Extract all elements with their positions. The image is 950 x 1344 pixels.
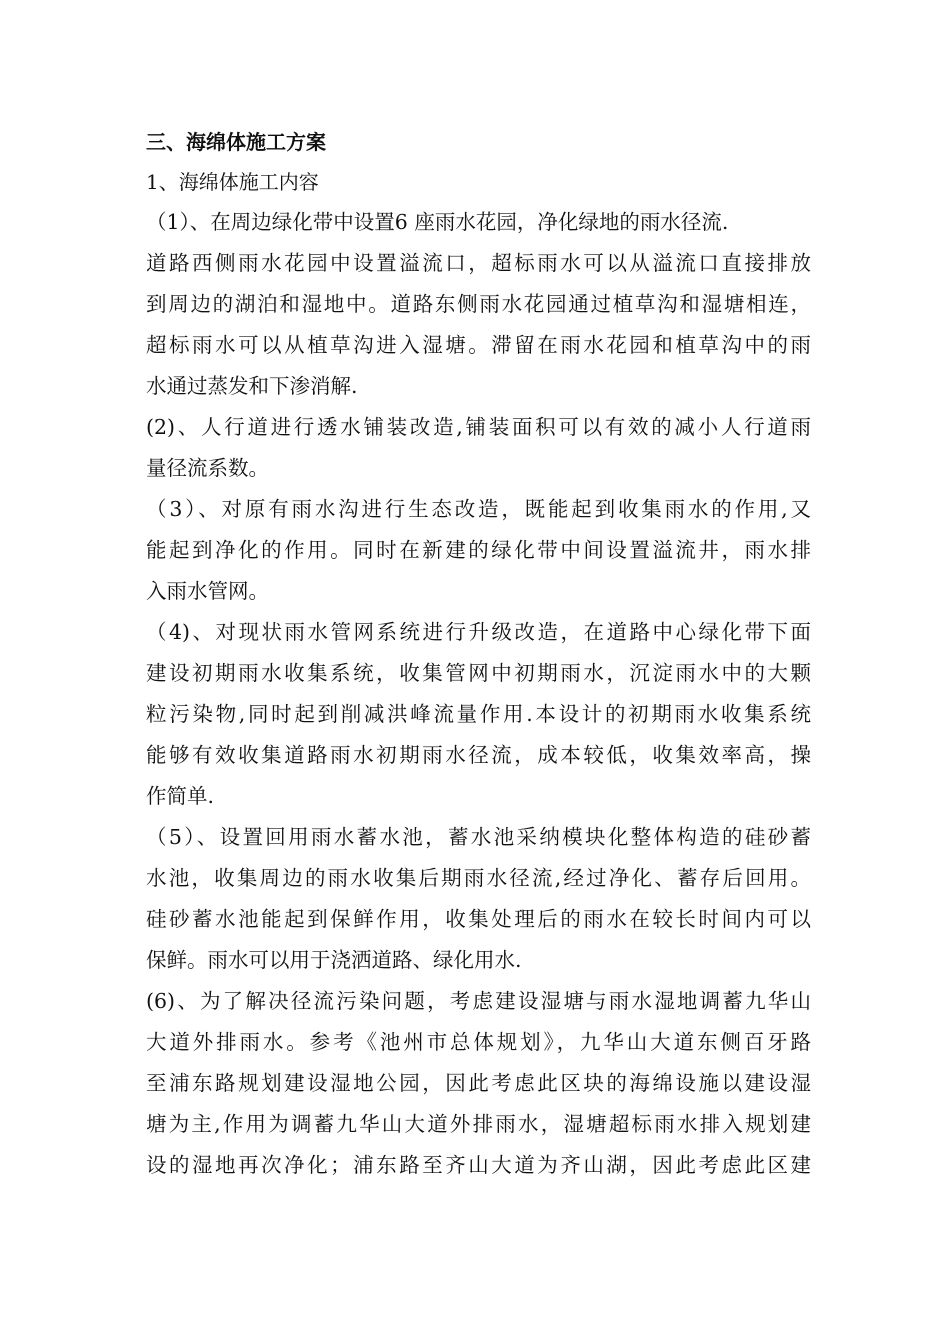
paragraph-line: 道路西侧雨水花园中设置溢流口，超标雨水可以从溢流口直接排放 <box>146 251 811 275</box>
paragraph-line: 水池，收集周边的雨水收集后期雨水径流,经过净化、蓄存后回用。 <box>146 866 811 890</box>
paragraph-line: 硅砂蓄水池能起到保鲜作用，收集处理后的雨水在较长时间内可以 <box>146 907 811 931</box>
paragraph-line: 大道外排雨水。参考《池州市总体规划》，九华山大道东侧百牙路 <box>146 1030 811 1054</box>
paragraph-line: 到周边的湖泊和湿地中。道路东侧雨水花园通过植草沟和湿塘相连， <box>146 292 811 316</box>
paragraph-line: （4)、对现状雨水管网系统进行升级改造，在道路中心绿化带下面 <box>146 620 811 644</box>
paragraph-line: 粒污染物,同时起到削减洪峰流量作用.本设计的初期雨水收集系统 <box>146 702 811 726</box>
paragraph-line: 至浦东路规划建设湿地公园，因此考虑此区块的海绵设施以建设湿 <box>146 1071 811 1095</box>
paragraph-line: 能起到净化的作用。同时在新建的绿化带中间设置溢流井，雨水排 <box>146 538 811 562</box>
paragraph-line: 能够有效收集道路雨水初期雨水径流，成本较低，收集效率高，操 <box>146 743 811 767</box>
document-page <box>146 122 811 1186</box>
paragraph-line: 作简单. <box>146 784 215 808</box>
paragraph-line: 超标雨水可以从植草沟进入湿塘。滞留在雨水花园和植草沟中的雨 <box>146 333 811 357</box>
paragraph-1 <box>146 202 811 407</box>
paragraph-4 <box>146 612 811 817</box>
paragraph-line: 建设初期雨水收集系统，收集管网中初期雨水，沉淀雨水中的大颗 <box>146 661 811 685</box>
paragraph-line: （1）、在周边绿化带中设置6 座雨水花园，净化绿地的雨水径流. <box>146 210 729 234</box>
paragraph-2 <box>146 407 811 489</box>
paragraph-3 <box>146 489 811 612</box>
paragraph-line: （5）、设置回用雨水蓄水池，蓄水池采纳模块化整体构造的硅砂蓄 <box>146 825 811 849</box>
paragraph-line: 设的湿地再次净化；浦东路至齐山大道为齐山湖，因此考虑此区建 <box>146 1153 811 1177</box>
paragraph-line: (6)、为了解决径流污染问题，考虑建设湿塘与雨水湿地调蓄九华山 <box>146 989 811 1013</box>
paragraph-5 <box>146 817 811 981</box>
paragraph-line: (2)、人行道进行透水铺装改造,铺装面积可以有效的减小人行道雨 <box>146 415 811 439</box>
paragraph-6 <box>146 981 811 1186</box>
section-heading: 三、海绵体施工方案 <box>146 130 326 154</box>
paragraph-line: （3）、对原有雨水沟进行生态改造，既能起到收集雨水的作用,又 <box>146 497 811 521</box>
paragraph-line: 水通过蒸发和下渗消解. <box>146 374 358 398</box>
paragraph-line: 入雨水管网。 <box>146 579 269 603</box>
paragraph-line: 保鲜。雨水可以用于浇洒道路、绿化用水. <box>146 948 522 972</box>
paragraph-line: 量径流系数。 <box>146 456 269 480</box>
subsection-heading: 1、海绵体施工内容 <box>146 170 319 194</box>
paragraph-line: 塘为主,作用为调蓄九华山大道外排雨水，湿塘超标雨水排入规划建 <box>146 1112 811 1136</box>
